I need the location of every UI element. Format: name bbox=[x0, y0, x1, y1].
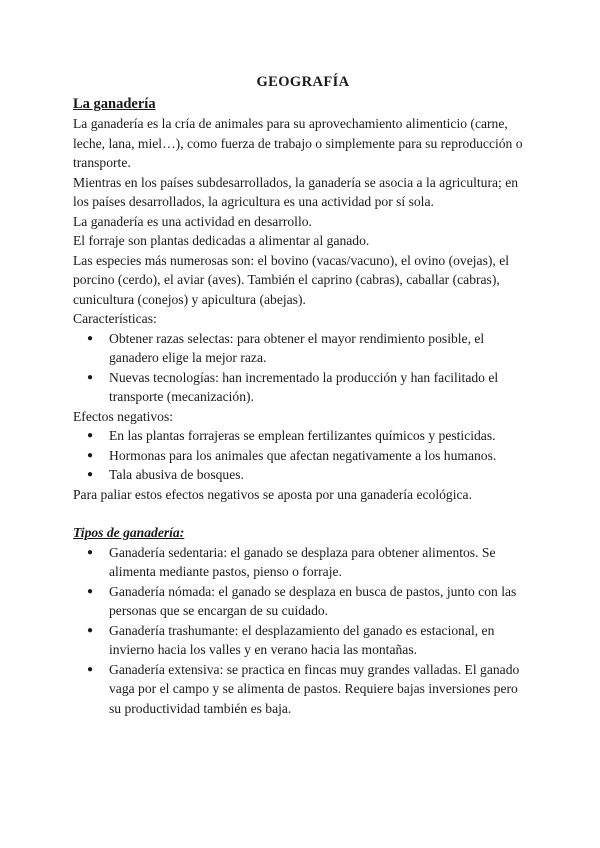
negative-effects-list bbox=[73, 426, 533, 485]
list-item bbox=[73, 660, 533, 719]
bullet-icon: ● bbox=[87, 469, 94, 480]
list-item-text: Ganadería nómada: el ganado se desplaza en busca de pastos, junto con las personas que se encargan de su cuidado. bbox=[109, 583, 517, 618]
section-title: La ganadería bbox=[73, 95, 156, 112]
list-item-text: En las plantas forrajeras se emplean fertilizantes químicos y pesticidas. bbox=[109, 428, 496, 443]
list-item-text: Hormonas para los animales que afectan negativamente a los humanos. bbox=[109, 447, 497, 463]
list-item-text: Ganadería sedentaria: el ganado se desplaza para obtener alimentos. Se alimenta mediante pastos, pienso o forraje. bbox=[109, 544, 496, 579]
bullet-icon: ● bbox=[87, 332, 94, 344]
bullet-icon: ● bbox=[87, 430, 94, 441]
bullet-icon: ● bbox=[87, 449, 94, 461]
bullet-icon: ● bbox=[87, 546, 94, 558]
characteristics-label: Características: bbox=[73, 311, 157, 326]
bullet-icon: ● bbox=[87, 624, 94, 636]
spacer bbox=[73, 504, 533, 523]
list-item bbox=[73, 426, 533, 446]
list-item bbox=[73, 465, 533, 485]
list-item-text: Tala abusiva de bosques. bbox=[109, 467, 244, 482]
list-item bbox=[73, 582, 533, 621]
list-item-text: Obtener razas selectas: para obtener el mayor rendimiento posible, el ganadero elige la mejor raza. bbox=[109, 330, 485, 365]
list-item bbox=[73, 621, 533, 660]
list-item bbox=[73, 543, 533, 582]
types-title: Tipos de ganadería: bbox=[73, 525, 185, 540]
intro-paragraph: Mientras en los países subdesarrollados, la ganadería se asocia a la agricultura; en los países desarrollados, la agricultura es una actividad por sí sola. bbox=[73, 174, 519, 209]
negative-effects-closing: Para paliar estos efectos negativos se aposta por una ganadería ecológica. bbox=[73, 486, 472, 502]
bullet-icon: ● bbox=[87, 585, 94, 597]
characteristics-list bbox=[73, 329, 533, 407]
types-list bbox=[73, 543, 533, 719]
list-item bbox=[73, 368, 533, 407]
document-title: GEOGRAFÍA bbox=[256, 74, 350, 90]
intro-paragraph: Las especies más numerosas son: el bovino (vacas/vacuno), el ovino (ovejas), el porcino (cerdo), el aviar (aves). También el caprino (cabras), caballar (cabras), cunicultura (conejos) y apicultura (abejas). bbox=[73, 252, 510, 307]
document-page bbox=[73, 73, 533, 718]
negative-effects-label: Efectos negativos: bbox=[73, 408, 174, 424]
list-item bbox=[73, 329, 533, 368]
list-item bbox=[73, 446, 533, 466]
intro-paragraph: La ganadería es la cría de animales para su aprovechamiento alimenticio (carne, leche, lana, miel…), como fuerza de trabajo o simplemente para su reproducción o transporte. bbox=[73, 116, 523, 170]
intro-paragraph: El forraje son plantas dedicadas a alimentar al ganado. bbox=[73, 233, 370, 248]
list-item-text: Ganadería trashumante: el desplazamiento del ganado es estacional, en invierno hacia los valles y en verano hacia las montañas. bbox=[109, 622, 495, 657]
list-item-text: Ganadería extensiva: se practica en fincas muy grandes valladas. El ganado vaga por el campo y se alimenta de pastos. Requiere bajas inversiones pero su productividad también es baja. bbox=[109, 661, 520, 716]
list-item-text: Nuevas tecnologías: han incrementado la producción y han facilitado el transporte (mecanización). bbox=[109, 369, 499, 404]
bullet-icon: ● bbox=[87, 663, 94, 675]
bullet-icon: ● bbox=[87, 371, 94, 383]
intro-paragraph: La ganadería es una actividad en desarrollo. bbox=[73, 213, 312, 229]
